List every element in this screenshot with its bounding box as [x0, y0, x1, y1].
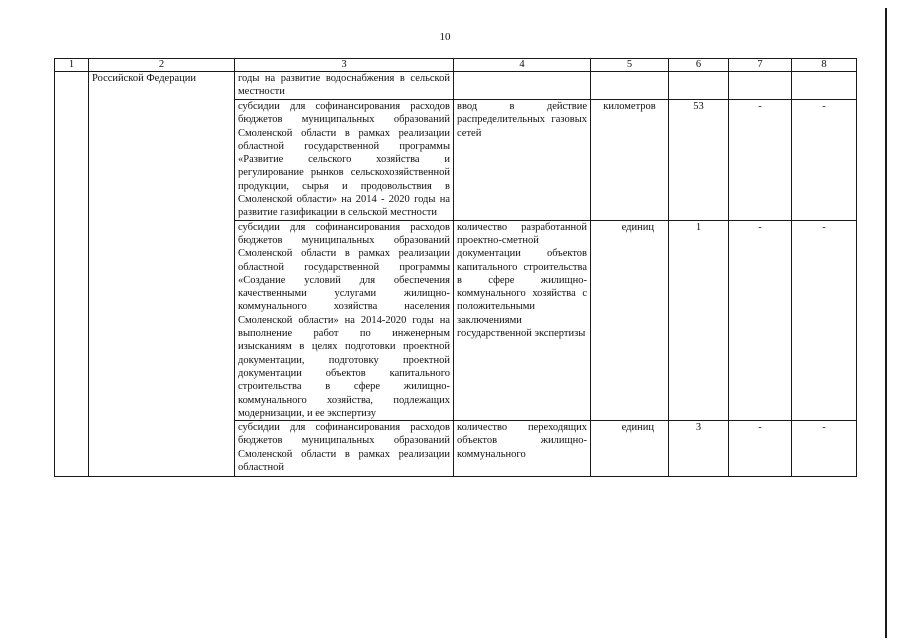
cell-col7: - [729, 220, 792, 420]
cell-col8: - [792, 421, 857, 477]
cell-indicator: количество разработанной проектно-сметной документации объектов капитального строительства в сфере жилищно-коммунального хозяйства с положительными заключениями государственной экспертизы [454, 220, 591, 420]
cell-col7: - [729, 100, 792, 221]
col-header-8: 8 [792, 59, 857, 72]
page-number: 10 [439, 31, 451, 43]
cell-purpose: субсидии для софинансирования расходов бюджетов муниципальных образований Смоленской области в рамках реализации областной государственной программы «Создание условий для обеспечения качественными услугами жилищно-коммунального хозяйства населения Смоленской области» на 2014-2020 годы на выполнение работ по инженерным изысканиям в целях подготовки проектной документации, подготовку проектной документации объектов капитального строительства в сфере жилищно-коммунального хозяйства, подлежащих модернизации, и ее экспертизу [235, 220, 454, 420]
cell-indicator [454, 72, 591, 100]
cell-col7 [729, 72, 792, 100]
program-table [54, 58, 857, 477]
table-row [55, 72, 857, 100]
cell-col7: - [729, 421, 792, 477]
scan-edge-line [885, 8, 887, 638]
cell-col8: - [792, 100, 857, 221]
col-header-5: 5 [591, 59, 669, 72]
cell-purpose: годы на развитие водоснабжения в сельской местности [235, 72, 454, 100]
cell-purpose: субсидии для софинансирования расходов бюджетов муниципальных образований Смоленской области в рамках реализации областной государственной программы «Развитие сельского хозяйства и регулирование рынков сельскохозяйственной продукции, сырья и продовольствия в Смоленской области» на 2014 - 2020 годы на развитие газификации в сельской местности [235, 100, 454, 221]
cell-purpose: субсидии для софинансирования расходов бюджетов муниципальных образований Смоленской области в рамках реализации областной [235, 421, 454, 477]
cell-value [669, 72, 729, 100]
column-number-row [55, 59, 857, 72]
cell-value: 53 [669, 100, 729, 221]
cell-region: Российской Федерации [89, 72, 235, 477]
cell-indicator: ввод в действие распределительных газовых сетей [454, 100, 591, 221]
cell-col8 [792, 72, 857, 100]
cell-unit: единиц [591, 220, 669, 420]
cell-unit: километров [591, 100, 669, 221]
cell-col8: - [792, 220, 857, 420]
col-header-2: 2 [89, 59, 235, 72]
col-header-6: 6 [669, 59, 729, 72]
cell-unit [591, 72, 669, 100]
col-header-1: 1 [55, 59, 89, 72]
cell-value: 1 [669, 220, 729, 420]
cell-unit: единиц [591, 421, 669, 477]
cell-value: 3 [669, 421, 729, 477]
cell-col1-merged [55, 72, 89, 477]
col-header-7: 7 [729, 59, 792, 72]
col-header-3: 3 [235, 59, 454, 72]
col-header-4: 4 [454, 59, 591, 72]
cell-indicator: количество переходящих объектов жилищно-коммунального [454, 421, 591, 477]
